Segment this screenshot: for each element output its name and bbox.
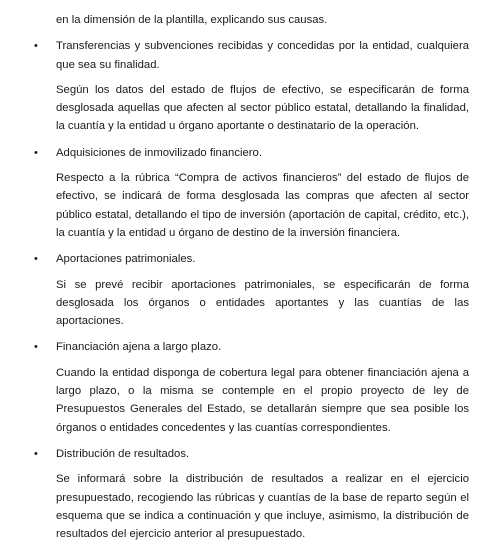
- bullet-item-financiacion: [34, 338, 469, 356]
- bullet-item-transferencias: [34, 37, 469, 74]
- section-paragraph: Respecto a la rúbrica “Compra de activos financieros” del estado de flujos de efectivo, se indicará de forma desglosada las compras que afecten al sector público estatal, detallando el tipo de inversión (aportación de capital, crédito, etc.), la cuantía y la entidad u órgano de destino de la inversión financiera.: [56, 172, 469, 239]
- document-page: [0, 11, 503, 543]
- bullet-icon: •: [34, 341, 38, 354]
- bullet-item-inmovilizado: [34, 144, 469, 162]
- bullet-heading: Distribución de resultados.: [56, 447, 190, 460]
- section-paragraph: Cuando la entidad disponga de cobertura legal para obtener financiación ajena a largo plazo, o la misma se contemple en el propio proyecto de ley de Presupuestos Generales del Estado, se detallarán siempre que sea posible los órganos o entidades concedentes y las cuantías correspondientes.: [56, 366, 469, 434]
- section-paragraph: Si se prevé recibir aportaciones patrimoniales, se especificarán de forma desglosada los órganos o entidades aportantes y las cuantías de las aportaciones.: [56, 278, 469, 328]
- bullet-heading: Aportaciones patrimoniales.: [56, 253, 196, 266]
- bullet-icon: •: [34, 447, 38, 460]
- intro-continuation-text: en la dimensión de la plantilla, explicando sus causas.: [56, 14, 328, 26]
- bullet-heading: Transferencias y subvenciones recibidas y concedidas por la entidad, cualquiera que sea su finalidad.: [56, 40, 469, 71]
- bullet-item-aportaciones: [34, 250, 469, 268]
- section-paragraph: Se informará sobre la distribución de resultados a realizar en el ejercicio presupuestado, recogiendo las rúbricas y cuantías de la base de reparto según el esquema que se indica a continuación y que incluye, asimismo, la distribución de resultados del ejercicio anterior al presupuestado.: [56, 473, 469, 541]
- section-paragraph: Según los datos del estado de flujos de efectivo, se especificarán de forma desglosada aquellas que afecten al sector público estatal, detallando la finalidad, la cuantía y la entidad u órgano aportante o destinatario de la operación.: [56, 83, 469, 133]
- bullet-icon: •: [34, 146, 38, 159]
- bullet-heading: Adquisiciones de inmovilizado financiero.: [56, 146, 262, 159]
- bullet-icon: •: [34, 253, 38, 266]
- bullet-heading: Financiación ajena a largo plazo.: [56, 341, 222, 354]
- bullet-icon: •: [34, 40, 38, 53]
- bullet-item-distribucion: [34, 445, 469, 463]
